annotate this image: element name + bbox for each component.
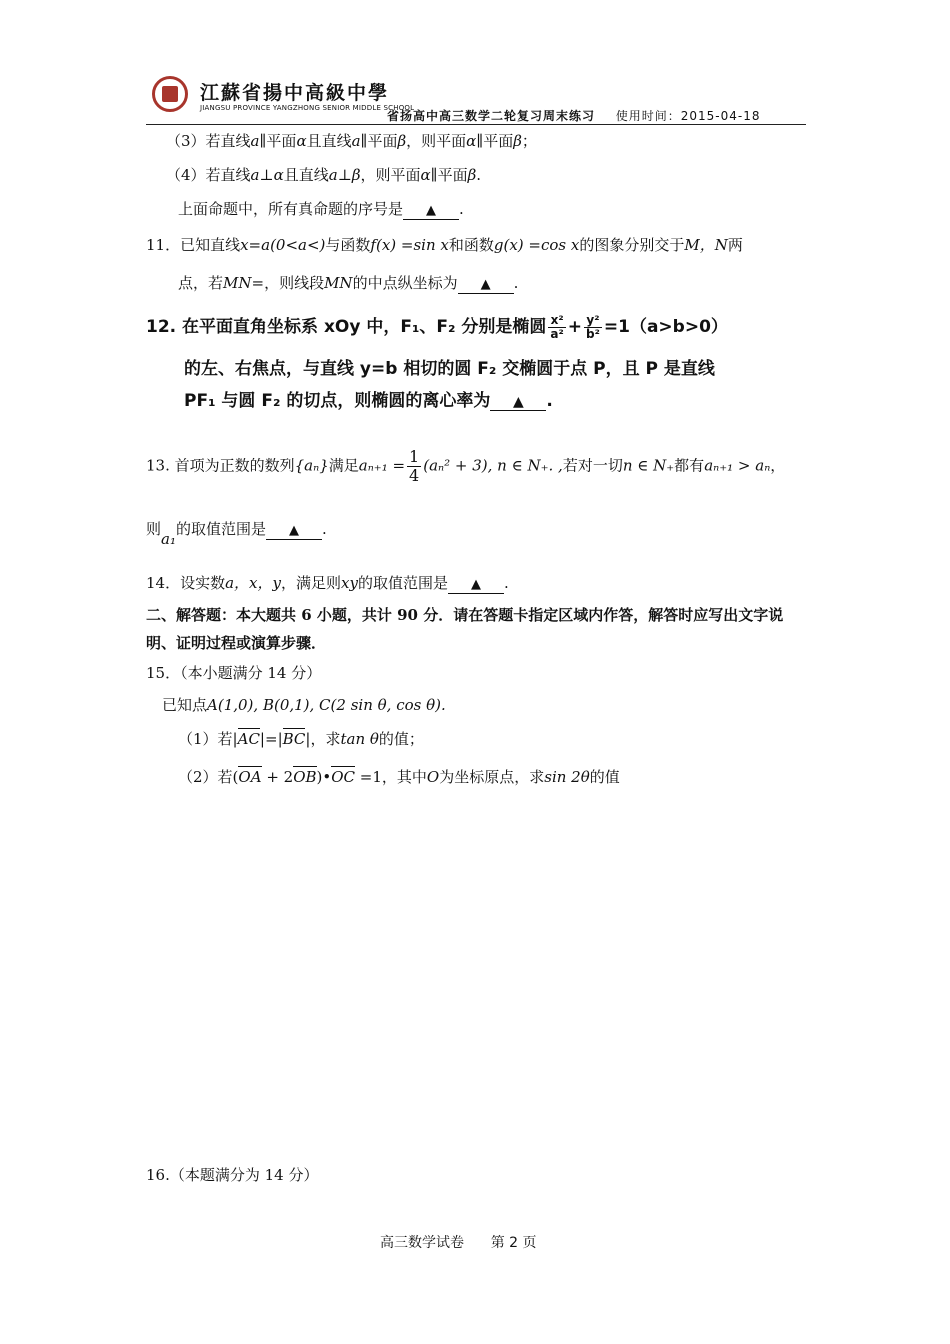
school-name-en: JIANGSU PROVINCE YANGZHONG SENIOR MIDDLE SCHOOL <box>200 104 415 112</box>
question-11-line2: 点，若MN=，则线段MN的中点纵坐标为 ▲ . <box>178 274 519 292</box>
question-13-line2: 则a₁的取值范围是 ▲ . <box>146 520 327 548</box>
answer-blank[interactable]: ▲ <box>490 394 546 411</box>
fraction-y2-b2: $\frac{\text{y²}}{\text{b²}}$ <box>586 312 600 341</box>
answer-blank[interactable]: ▲ <box>266 523 322 540</box>
question-12-line1: 12. 在平面直角坐标系 xOy 中，F₁、F₂ 分别是椭圆 $\frac{\text{x²}}{\text{a²}}$ + $\frac{\text{y²}}{\text{b²}}$ =1（a>b>0） <box>146 312 728 341</box>
answer-blank[interactable]: ▲ <box>448 577 504 594</box>
section-2-heading-line1: 二、解答题：本大题共 6 小题，共计 90 分．请在答题卡指定区域内作答，解答时应写出文字说 <box>146 606 784 624</box>
question-13-line1: 13. 首项为正数的数列{aₙ}满足aₙ₊₁ = $\frac{1}{4}$ (aₙ² + 3), n ∈ N₊. ,若对一切n ∈ N₊都有aₙ₊₁ > aₙ， <box>146 447 786 485</box>
question-15-part1: （1）若|AC|=|BC|，求tan θ的值； <box>178 730 424 748</box>
question-16-title: 16.（本题满分为 14 分） <box>146 1166 319 1184</box>
question-12-line3: PF₁ 与圆 F₂ 的切点，则椭圆的离心率为 ▲ . <box>184 391 553 411</box>
prop-3: （3）若直线a∥平面α且直线a∥平面β，则平面α∥平面β； <box>166 132 537 150</box>
question-15-part2: （2）若(OA + 2OB)•OC =1，其中O为坐标原点，求sin 2θ的值 <box>178 768 620 786</box>
school-name-cn: 江蘇省揚中高級中學 <box>200 82 390 104</box>
fraction-x2-a2: $\frac{\text{x²}}{\text{a²}}$ <box>550 312 564 341</box>
school-logo <box>152 76 188 112</box>
question-12-line2: 的左、右焦点，与直线 y=b 相切的圆 F₂ 交椭圆于点 P，且 P 是直线 <box>184 359 715 379</box>
book-icon <box>162 86 178 102</box>
section-2-heading-line2: 明、证明过程或演算步骤． <box>146 634 327 652</box>
question-14: 14．设实数a，x，y，满足则xy的取值范围是 ▲ . <box>146 574 509 592</box>
question-11-line1: 11．已知直线x=a(0<a<)与函数f(x) =sin x和函数g(x) =cos x的图象分别交于M，N两 <box>146 236 743 254</box>
answer-blank[interactable]: ▲ <box>458 277 514 294</box>
page-footer: 高三数学试卷 第 2 页 <box>380 1235 537 1251</box>
header-title: 省扬高中高三数学二轮复习周末练习 使用时间：2015-04-18 <box>387 109 761 123</box>
prop-4: （4）若直线a⊥α且直线a⊥β，则平面α∥平面β. <box>166 166 482 184</box>
answer-blank[interactable]: ▲ <box>403 203 459 220</box>
question-15-given: 已知点A(1,0), B(0,1), C(2 sin θ, cos θ). <box>162 696 446 714</box>
q10-answer-line: 上面命题中，所有真命题的序号是 ▲ . <box>178 200 464 218</box>
header-rule <box>146 124 806 125</box>
question-15-title: 15．（本小题满分 14 分） <box>146 664 322 682</box>
fraction-one-quarter: $\frac{1}{4}$ <box>409 447 420 485</box>
